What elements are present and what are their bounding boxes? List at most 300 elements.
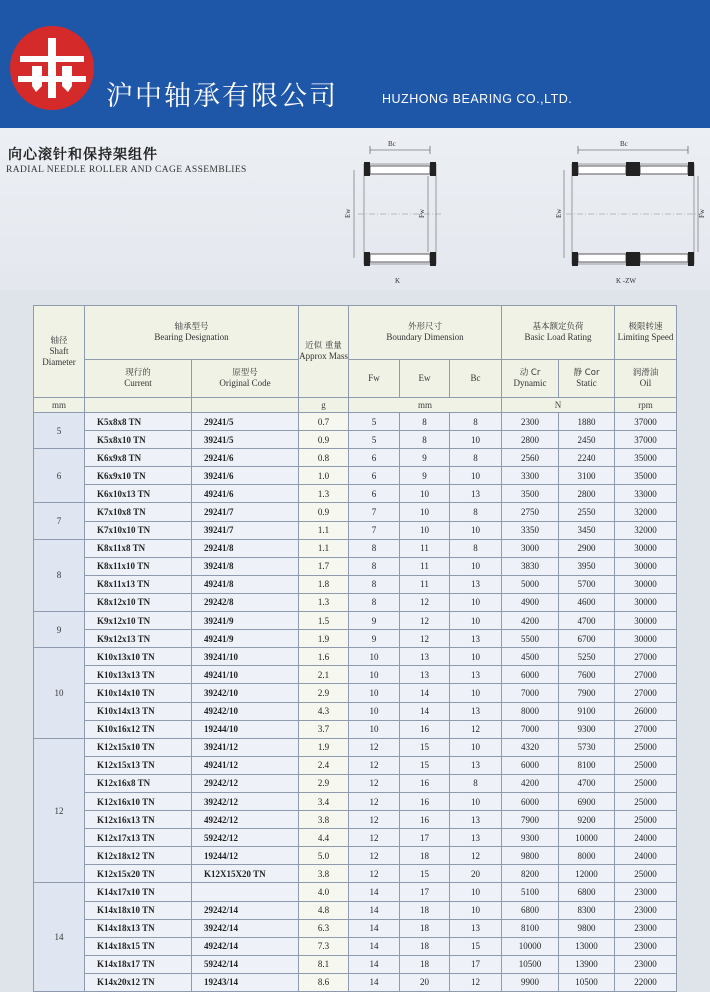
dynamic-cr-cell: 4200: [502, 774, 559, 792]
mass-cell: 1.6: [299, 648, 349, 666]
mass-cell: 6.3: [299, 919, 349, 937]
static-cor-cell: 6900: [559, 792, 615, 810]
fw-cell: 10: [349, 720, 400, 738]
original-code-cell: 39241/5: [192, 431, 299, 449]
mass-cell: 0.9: [299, 503, 349, 521]
original-code-cell: 39242/12: [192, 792, 299, 810]
mass-cell: 1.1: [299, 539, 349, 557]
bc-cell: 20: [450, 865, 502, 883]
table-row: [34, 648, 677, 666]
bc-cell: 13: [450, 575, 502, 593]
fw-cell: 7: [349, 503, 400, 521]
bc-cell: 13: [450, 485, 502, 503]
dynamic-cr-cell: 3350: [502, 521, 559, 539]
company-logo: [10, 26, 94, 110]
current-code-cell: K6x9x8 TN: [85, 449, 192, 467]
fw-cell: 12: [349, 865, 400, 883]
ew-cell: 15: [400, 738, 450, 756]
dynamic-cr-cell: 5500: [502, 630, 559, 648]
ew-cell: 15: [400, 865, 450, 883]
static-cor-cell: 5250: [559, 648, 615, 666]
bc-cell: 13: [450, 666, 502, 684]
ew-cell: 10: [400, 503, 450, 521]
oil-speed-cell: 25000: [615, 756, 677, 774]
current-code-cell: K12x18x12 TN: [85, 847, 192, 865]
oil-speed-cell: 33000: [615, 485, 677, 503]
fw-cell: 14: [349, 901, 400, 919]
header-row-1: [34, 306, 677, 360]
bc-cell: 10: [450, 738, 502, 756]
current-code-cell: K10x13x10 TN: [85, 648, 192, 666]
current-code-cell: K12x15x13 TN: [85, 756, 192, 774]
ew-cell: 17: [400, 883, 450, 901]
oil-speed-cell: 24000: [615, 829, 677, 847]
bc-cell: 10: [450, 648, 502, 666]
mass-cell: 1.9: [299, 630, 349, 648]
original-code-cell: 19244/12: [192, 847, 299, 865]
shaft-diameter-cell: 14: [34, 883, 85, 992]
dynamic-cr-cell: 2750: [502, 503, 559, 521]
units-row: [34, 398, 677, 413]
static-cor-cell: 2450: [559, 431, 615, 449]
static-cor-cell: 12000: [559, 865, 615, 883]
ew-cell: 14: [400, 702, 450, 720]
current-code-cell: K14x18x10 TN: [85, 901, 192, 919]
fw-cell: 10: [349, 666, 400, 684]
bearing-spec-body: [34, 413, 677, 992]
dynamic-cr-cell: 8100: [502, 919, 559, 937]
shaft-diameter-cell: 5: [34, 413, 85, 449]
dynamic-cr-cell: 8000: [502, 702, 559, 720]
current-code-cell: K5x8x10 TN: [85, 431, 192, 449]
fw-header: Fw: [349, 360, 400, 398]
ew-cell: 11: [400, 575, 450, 593]
section-title-en: RADIAL NEEDLE ROLLER AND CAGE ASSEMBLIES: [6, 165, 247, 175]
table-row: [34, 485, 677, 503]
static-cor-cell: 8000: [559, 847, 615, 865]
oil-speed-cell: 27000: [615, 666, 677, 684]
table-row: [34, 883, 677, 901]
bc-cell: 10: [450, 684, 502, 702]
static-cor-cell: 2240: [559, 449, 615, 467]
bc-cell: 12: [450, 720, 502, 738]
table-row: [34, 774, 677, 792]
bc-cell: 17: [450, 955, 502, 973]
oil-speed-cell: 30000: [615, 630, 677, 648]
company-name-en: HUZHONG BEARING CO.,LTD.: [382, 92, 573, 106]
original-code-cell: 29241/6: [192, 449, 299, 467]
original-code-cell: 29242/12: [192, 774, 299, 792]
mass-cell: 5.0: [299, 847, 349, 865]
oil-speed-cell: 37000: [615, 413, 677, 431]
ew-cell: 12: [400, 630, 450, 648]
mass-cell: 2.4: [299, 756, 349, 774]
current-code-cell: K14x18x15 TN: [85, 937, 192, 955]
ew-cell: 10: [400, 521, 450, 539]
dynamic-cr-cell: 9900: [502, 973, 559, 991]
fw-cell: 6: [349, 449, 400, 467]
table-row: [34, 666, 677, 684]
ew-cell: 16: [400, 792, 450, 810]
mass-cell: 2.9: [299, 774, 349, 792]
oil-speed-cell: 25000: [615, 792, 677, 810]
fw-cell: 12: [349, 756, 400, 774]
dynamic-cr-cell: 8200: [502, 865, 559, 883]
mass-cell: 1.1: [299, 521, 349, 539]
static-cor-cell: 2550: [559, 503, 615, 521]
original-code-cell: 49241/12: [192, 756, 299, 774]
original-code-cell: 39241/9: [192, 612, 299, 630]
static-cor-cell: 5700: [559, 575, 615, 593]
diagram-kzw-caption: K -ZW: [616, 277, 637, 285]
original-code-cell: 39241/7: [192, 521, 299, 539]
bc-cell: 13: [450, 811, 502, 829]
current-code-cell: K9x12x10 TN: [85, 612, 192, 630]
mass-cell: 4.4: [299, 829, 349, 847]
current-code-cell: K8x11x10 TN: [85, 557, 192, 575]
table-row: [34, 684, 677, 702]
current-code-cell: K12x17x13 TN: [85, 829, 192, 847]
header-row-2: [34, 360, 677, 398]
oil-speed-cell: 27000: [615, 648, 677, 666]
ew-cell: 20: [400, 973, 450, 991]
oil-header: 润滑油 Oil: [615, 360, 677, 398]
static-cor-cell: 4700: [559, 612, 615, 630]
static-cor-cell: 6700: [559, 630, 615, 648]
original-code-cell: 39242/10: [192, 684, 299, 702]
table-row: [34, 503, 677, 521]
current-code-header: 现行的 Current: [85, 360, 192, 398]
mass-cell: 3.8: [299, 811, 349, 829]
section-title-cn: 向心滚针和保持架组件: [8, 147, 158, 163]
static-cor-cell: 4700: [559, 774, 615, 792]
mass-cell: 8.6: [299, 973, 349, 991]
oil-speed-cell: 23000: [615, 901, 677, 919]
mass-cell: 0.8: [299, 449, 349, 467]
original-code-cell: [192, 883, 299, 901]
table-row: [34, 738, 677, 756]
table-row: [34, 702, 677, 720]
bc-cell: 10: [450, 901, 502, 919]
fw-cell: 14: [349, 955, 400, 973]
static-cor-cell: 2800: [559, 485, 615, 503]
original-code-cell: 49242/14: [192, 937, 299, 955]
bc-cell: 13: [450, 756, 502, 774]
shaft-diameter-cell: 6: [34, 449, 85, 503]
bc-header: Bc: [450, 360, 502, 398]
ew-cell: 13: [400, 648, 450, 666]
static-cor-cell: 3950: [559, 557, 615, 575]
current-code-cell: K5x8x8 TN: [85, 413, 192, 431]
ew-cell: 18: [400, 955, 450, 973]
mass-cell: 4.8: [299, 901, 349, 919]
current-code-cell: K6x10x13 TN: [85, 485, 192, 503]
fw-cell: 5: [349, 413, 400, 431]
original-code-cell: 29241/8: [192, 539, 299, 557]
oil-speed-cell: 30000: [615, 557, 677, 575]
mass-cell: 4.3: [299, 702, 349, 720]
shaft-diameter-cell: 7: [34, 503, 85, 539]
bc-cell: 10: [450, 612, 502, 630]
dynamic-cr-cell: 7000: [502, 684, 559, 702]
original-code-cell: 49241/9: [192, 630, 299, 648]
unit-current: [85, 398, 192, 413]
fw-cell: 14: [349, 883, 400, 901]
table-row: [34, 955, 677, 973]
ew-cell: 13: [400, 666, 450, 684]
current-code-cell: K10x13x13 TN: [85, 666, 192, 684]
section-title-band: [0, 128, 710, 290]
dynamic-cr-cell: 3300: [502, 467, 559, 485]
oil-speed-cell: 24000: [615, 847, 677, 865]
original-code-cell: K12X15X20 TN: [192, 865, 299, 883]
oil-speed-cell: 30000: [615, 593, 677, 611]
dynamic-cr-cell: 9800: [502, 847, 559, 865]
mass-cell: 0.9: [299, 431, 349, 449]
diagram-k-fw-label: Fw: [418, 209, 426, 218]
dynamic-cr-cell: 2800: [502, 431, 559, 449]
oil-speed-cell: 23000: [615, 937, 677, 955]
bc-cell: 10: [450, 593, 502, 611]
original-code-cell: 39241/10: [192, 648, 299, 666]
fw-cell: 5: [349, 431, 400, 449]
fw-cell: 12: [349, 738, 400, 756]
dynamic-cr-cell: 5000: [502, 575, 559, 593]
mass-cell: 2.1: [299, 666, 349, 684]
table-row: [34, 431, 677, 449]
table-row: [34, 521, 677, 539]
bc-cell: 13: [450, 702, 502, 720]
static-cor-header: 静 Cor Static: [559, 360, 615, 398]
bc-cell: 10: [450, 431, 502, 449]
original-code-cell: 29241/5: [192, 413, 299, 431]
ew-cell: 18: [400, 847, 450, 865]
static-cor-cell: 10000: [559, 829, 615, 847]
diagram-k: [340, 136, 450, 286]
table-row: [34, 811, 677, 829]
bc-cell: 13: [450, 919, 502, 937]
dynamic-cr-cell: 10500: [502, 955, 559, 973]
ew-cell: 9: [400, 449, 450, 467]
current-code-cell: K12x16x10 TN: [85, 792, 192, 810]
ew-cell: 18: [400, 919, 450, 937]
oil-speed-cell: 35000: [615, 449, 677, 467]
bc-cell: 12: [450, 973, 502, 991]
mass-cell: 3.7: [299, 720, 349, 738]
unit-mass: g: [299, 398, 349, 413]
bc-cell: 8: [450, 539, 502, 557]
bearing-designation-header: 轴承型号 Bearing Designation: [85, 306, 299, 360]
oil-speed-cell: 32000: [615, 503, 677, 521]
oil-speed-cell: 25000: [615, 774, 677, 792]
table-row: [34, 539, 677, 557]
dynamic-cr-cell: 6000: [502, 666, 559, 684]
dynamic-cr-cell: 5100: [502, 883, 559, 901]
limiting-speed-header: 极限转速 Limiting Speed: [615, 306, 677, 360]
oil-speed-cell: 23000: [615, 883, 677, 901]
original-code-cell: 59242/14: [192, 955, 299, 973]
table-row: [34, 973, 677, 991]
diagram-k-bc-label: Bc: [388, 140, 396, 148]
table-row: [34, 467, 677, 485]
ew-cell: 15: [400, 756, 450, 774]
unit-original: [192, 398, 299, 413]
static-cor-cell: 6800: [559, 883, 615, 901]
current-code-cell: K10x14x13 TN: [85, 702, 192, 720]
static-cor-cell: 9300: [559, 720, 615, 738]
current-code-cell: K7x10x10 TN: [85, 521, 192, 539]
mass-cell: 0.7: [299, 413, 349, 431]
shaft-diameter-header: 轴径 Shaft Diameter: [34, 306, 85, 398]
original-code-cell: 29242/8: [192, 593, 299, 611]
table-row: [34, 720, 677, 738]
shaft-diameter-cell: 10: [34, 648, 85, 738]
header-band: [0, 0, 710, 128]
table-row: [34, 937, 677, 955]
bc-cell: 8: [450, 449, 502, 467]
fw-cell: 6: [349, 467, 400, 485]
original-code-cell: 59242/12: [192, 829, 299, 847]
shaft-diameter-cell: 9: [34, 612, 85, 648]
original-code-cell: 29241/7: [192, 503, 299, 521]
fw-cell: 8: [349, 593, 400, 611]
mass-cell: 1.3: [299, 485, 349, 503]
mass-cell: 2.9: [299, 684, 349, 702]
logo-mark-icon: [10, 26, 94, 110]
dynamic-cr-cell: 6000: [502, 792, 559, 810]
current-code-cell: K12x15x20 TN: [85, 865, 192, 883]
table-row: [34, 575, 677, 593]
oil-speed-cell: 23000: [615, 955, 677, 973]
ew-cell: 12: [400, 593, 450, 611]
dynamic-cr-cell: 3830: [502, 557, 559, 575]
table-row: [34, 630, 677, 648]
static-cor-cell: 8300: [559, 901, 615, 919]
bc-cell: 15: [450, 937, 502, 955]
bc-cell: 10: [450, 557, 502, 575]
table-row: [34, 756, 677, 774]
oil-speed-cell: 25000: [615, 811, 677, 829]
mass-cell: 1.9: [299, 738, 349, 756]
fw-cell: 9: [349, 630, 400, 648]
bc-cell: 10: [450, 467, 502, 485]
original-code-cell: 49241/10: [192, 666, 299, 684]
current-code-cell: K8x11x8 TN: [85, 539, 192, 557]
original-code-cell: 29242/14: [192, 901, 299, 919]
diagram-k-caption: K: [395, 277, 401, 285]
unit-load: N: [502, 398, 615, 413]
mass-cell: 3.4: [299, 792, 349, 810]
oil-speed-cell: 25000: [615, 738, 677, 756]
static-cor-cell: 3100: [559, 467, 615, 485]
current-code-cell: K14x20x12 TN: [85, 973, 192, 991]
mass-cell: 8.1: [299, 955, 349, 973]
shaft-diameter-cell: 8: [34, 539, 85, 611]
static-cor-cell: 2900: [559, 539, 615, 557]
fw-cell: 10: [349, 702, 400, 720]
current-code-cell: K6x9x10 TN: [85, 467, 192, 485]
fw-cell: 12: [349, 774, 400, 792]
diagram-k-ew-label: Ew: [344, 208, 352, 218]
dynamic-cr-cell: 4500: [502, 648, 559, 666]
mass-cell: 1.7: [299, 557, 349, 575]
dynamic-cr-cell: 6000: [502, 756, 559, 774]
fw-cell: 10: [349, 648, 400, 666]
ew-cell: 14: [400, 684, 450, 702]
diagram-kzw-bc-label: Bc: [620, 140, 628, 148]
fw-cell: 6: [349, 485, 400, 503]
original-code-cell: 49242/12: [192, 811, 299, 829]
diagram-k-zw: [556, 136, 706, 286]
original-code-cell: 39242/14: [192, 919, 299, 937]
bc-cell: 10: [450, 883, 502, 901]
current-code-cell: K12x16x13 TN: [85, 811, 192, 829]
oil-speed-cell: 37000: [615, 431, 677, 449]
fw-cell: 14: [349, 973, 400, 991]
ew-cell: 17: [400, 829, 450, 847]
dynamic-cr-cell: 7000: [502, 720, 559, 738]
oil-speed-cell: 32000: [615, 521, 677, 539]
bc-cell: 13: [450, 829, 502, 847]
bearing-spec-table-wrapper: [33, 305, 676, 992]
current-code-cell: K12x16x8 TN: [85, 774, 192, 792]
diagram-kzw-ew-label: Ew: [555, 208, 563, 218]
ew-cell: 9: [400, 467, 450, 485]
fw-cell: 14: [349, 937, 400, 955]
static-cor-cell: 9100: [559, 702, 615, 720]
dynamic-cr-cell: 2560: [502, 449, 559, 467]
fw-cell: 12: [349, 847, 400, 865]
ew-cell: 8: [400, 431, 450, 449]
dynamic-cr-cell: 4200: [502, 612, 559, 630]
diagram-kzw-fw-label: Fw: [698, 209, 706, 218]
shaft-diameter-cell: 12: [34, 738, 85, 883]
static-cor-cell: 9200: [559, 811, 615, 829]
unit-speed: rpm: [615, 398, 677, 413]
fw-cell: 12: [349, 829, 400, 847]
static-cor-cell: 10500: [559, 973, 615, 991]
oil-speed-cell: 25000: [615, 865, 677, 883]
dynamic-cr-cell: 4900: [502, 593, 559, 611]
current-code-cell: K10x16x12 TN: [85, 720, 192, 738]
mass-cell: 1.3: [299, 593, 349, 611]
current-code-cell: K8x12x10 TN: [85, 593, 192, 611]
company-name-cn: 沪中轴承有限公司: [106, 81, 338, 112]
mass-cell: 1.5: [299, 612, 349, 630]
fw-cell: 14: [349, 919, 400, 937]
original-code-cell: 49241/8: [192, 575, 299, 593]
current-code-cell: K8x11x13 TN: [85, 575, 192, 593]
oil-speed-cell: 30000: [615, 612, 677, 630]
fw-cell: 10: [349, 684, 400, 702]
original-code-header: 原型号 Original Code: [192, 360, 299, 398]
bc-cell: 8: [450, 413, 502, 431]
ew-cell: 8: [400, 413, 450, 431]
current-code-cell: K12x15x10 TN: [85, 738, 192, 756]
fw-cell: 8: [349, 557, 400, 575]
dynamic-cr-cell: 3500: [502, 485, 559, 503]
mass-cell: 7.3: [299, 937, 349, 955]
static-cor-cell: 7600: [559, 666, 615, 684]
fw-cell: 12: [349, 792, 400, 810]
unit-dims: mm: [349, 398, 502, 413]
ew-header: Ew: [400, 360, 450, 398]
fw-cell: 9: [349, 612, 400, 630]
table-row: [34, 449, 677, 467]
static-cor-cell: 9800: [559, 919, 615, 937]
ew-cell: 16: [400, 774, 450, 792]
bc-cell: 12: [450, 847, 502, 865]
